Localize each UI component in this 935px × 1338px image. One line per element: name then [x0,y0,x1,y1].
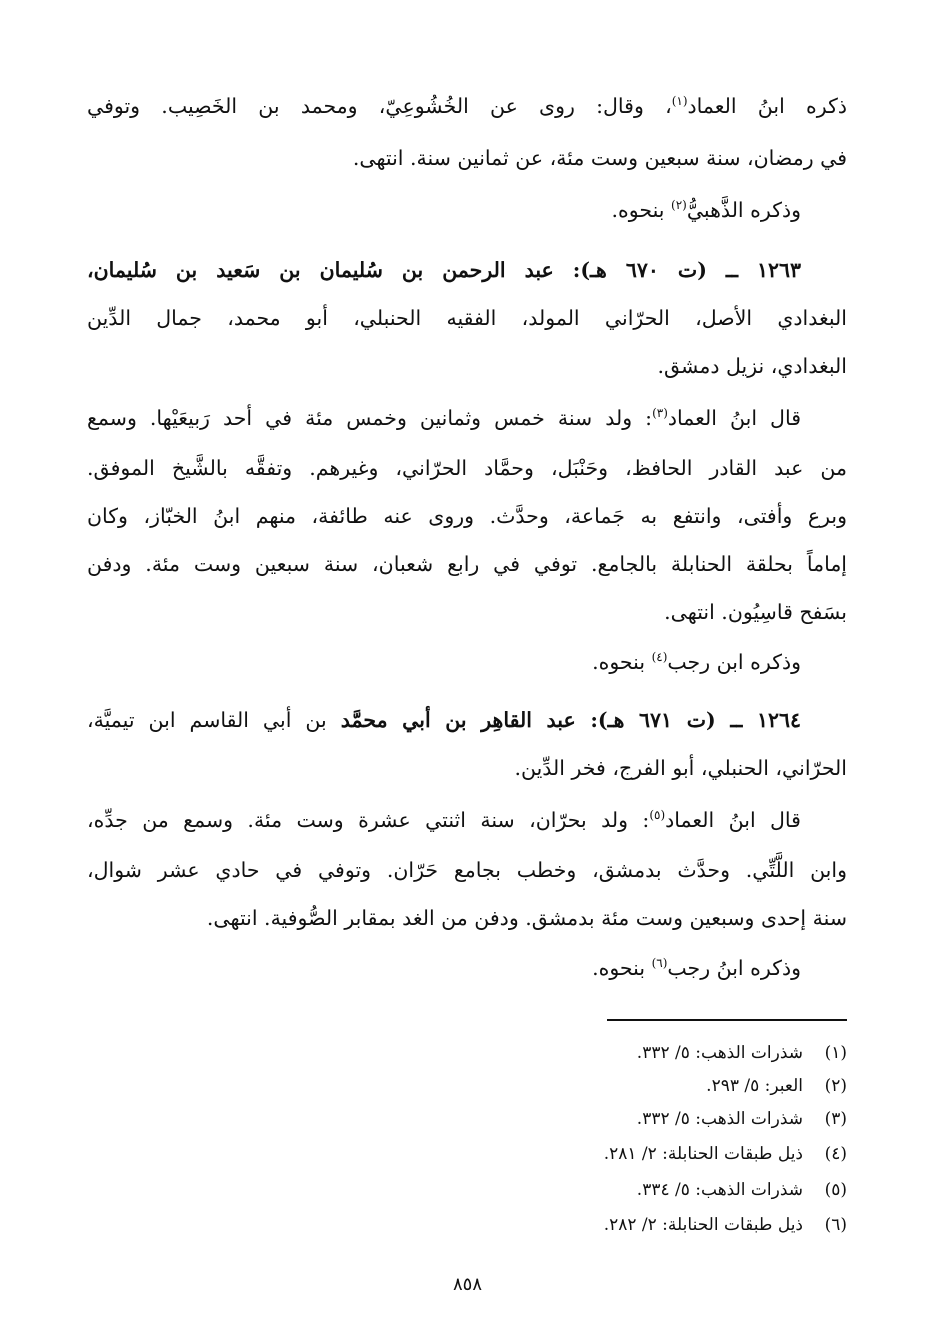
text-line: الحرّاني، الحنبلي، أبو الفرج، فخر الدِّين. [514,756,847,780]
text-line: وذكره ابنُ رجب$^{(٦)}$ بنحوه. [592,956,801,980]
text-line: قال ابنُ العماد$^{(٥)}$: ولد بحرّان، سنة اثنتي عشرة وست مئة. وسمع من جدِّه، [87,808,801,832]
text-line: البغدادي، نزيل دمشق. [657,354,847,378]
footnote-item: (٥)شذرات الذهب: ٥/ ٣٣٤. [636,1180,847,1200]
footnote-divider [607,1019,847,1021]
text-line: قال ابنُ العماد$^{(٣)}$: ولد سنة خمس وثمانين وخمس مئة في أحد رَبيعَيْها. وسمع [87,406,801,430]
footnote-item: (١)شذرات الذهب: ٥/ ٣٣٢. [636,1043,847,1063]
text-line: وبرع وأفتى، وانتفع به جَماعة، وحدَّث. وروى عنه طائفة، منهم ابنُ الخبّاز، وكان [87,504,847,528]
text-line: من عبد القادر الحافظ، وحَنْبَل، وحمَّاد الحرّاني، وغيرهم. وتفقَّه بالشَّيخ الموفق. [87,456,847,480]
text-line: بسَفح قاسِيُون. انتهى. [664,600,847,624]
footnote-ref[interactable]: (٦) [651,956,668,971]
text-line: البغدادي الأصل، الحرّاني المولد، الفقيه الحنبلي، أبو محمد، جمال الدِّين [87,306,847,330]
footnote-ref[interactable]: (٥) [649,808,666,823]
text-line: وابن اللَّتِّي. وحدَّث بدمشق، وخطب بجامع حَرّان. وتوفي في حادي عشر شوال، [87,858,847,882]
page-number: ٨٥٨ [452,1274,482,1295]
text-line: وذكره الذَّهبيُّ$^{(٢)}$ بنحوه. [611,198,801,222]
footnote-ref[interactable]: (٣) [652,406,668,421]
footnote-item: (٣)شذرات الذهب: ٥/ ٣٣٢. [636,1109,847,1129]
text-line: إماماً بحلقة الحنابلة بالجامع. توفي في رابع شعبان، سنة سبعين وست مئة. ودفن [87,552,847,576]
footnote-ref[interactable]: (٢) [671,198,687,213]
footnote-ref[interactable]: (٤) [651,650,668,665]
footnote-item: (٦)ذيل طبقات الحنابلة: ٢/ ٢٨٢. [603,1215,847,1235]
entry-heading: ١٢٦٣ ــ (ت ٦٧٠ هـ): عبد الرحمن بن سُليمان بن سَعيد بن سُليمان، [87,258,801,282]
entry-heading: ١٢٦٤ ــ (ت ٦٧١ هـ): عبد القاهِر بن أبي محمَّد بن أبي القاسم ابن تيميَّة، [87,708,801,732]
text-line: وذكره ابن رجب$^{(٤)}$ بنحوه. [592,650,801,674]
text-line: في رمضان، سنة سبعين وست مئة، عن ثمانين سنة. انتهى. [352,146,847,170]
footnote-item: (٢)العبر: ٥/ ٢٩٣. [706,1076,847,1096]
text-line: ذكره ابنُ العماد$^{(١)}$، وقال: روى عن الخُشُوعِيّ، ومحمد بن الخَصِيب. وتوفي [87,94,847,118]
footnote-ref[interactable]: (١) [671,94,688,109]
footnote-item: (٤)ذيل طبقات الحنابلة: ٢/ ٢٨١. [603,1144,847,1164]
text-line: سنة إحدى وسبعين وست مئة بدمشق. ودفن من الغد بمقابر الصُّوفية. انتهى. [206,906,847,930]
